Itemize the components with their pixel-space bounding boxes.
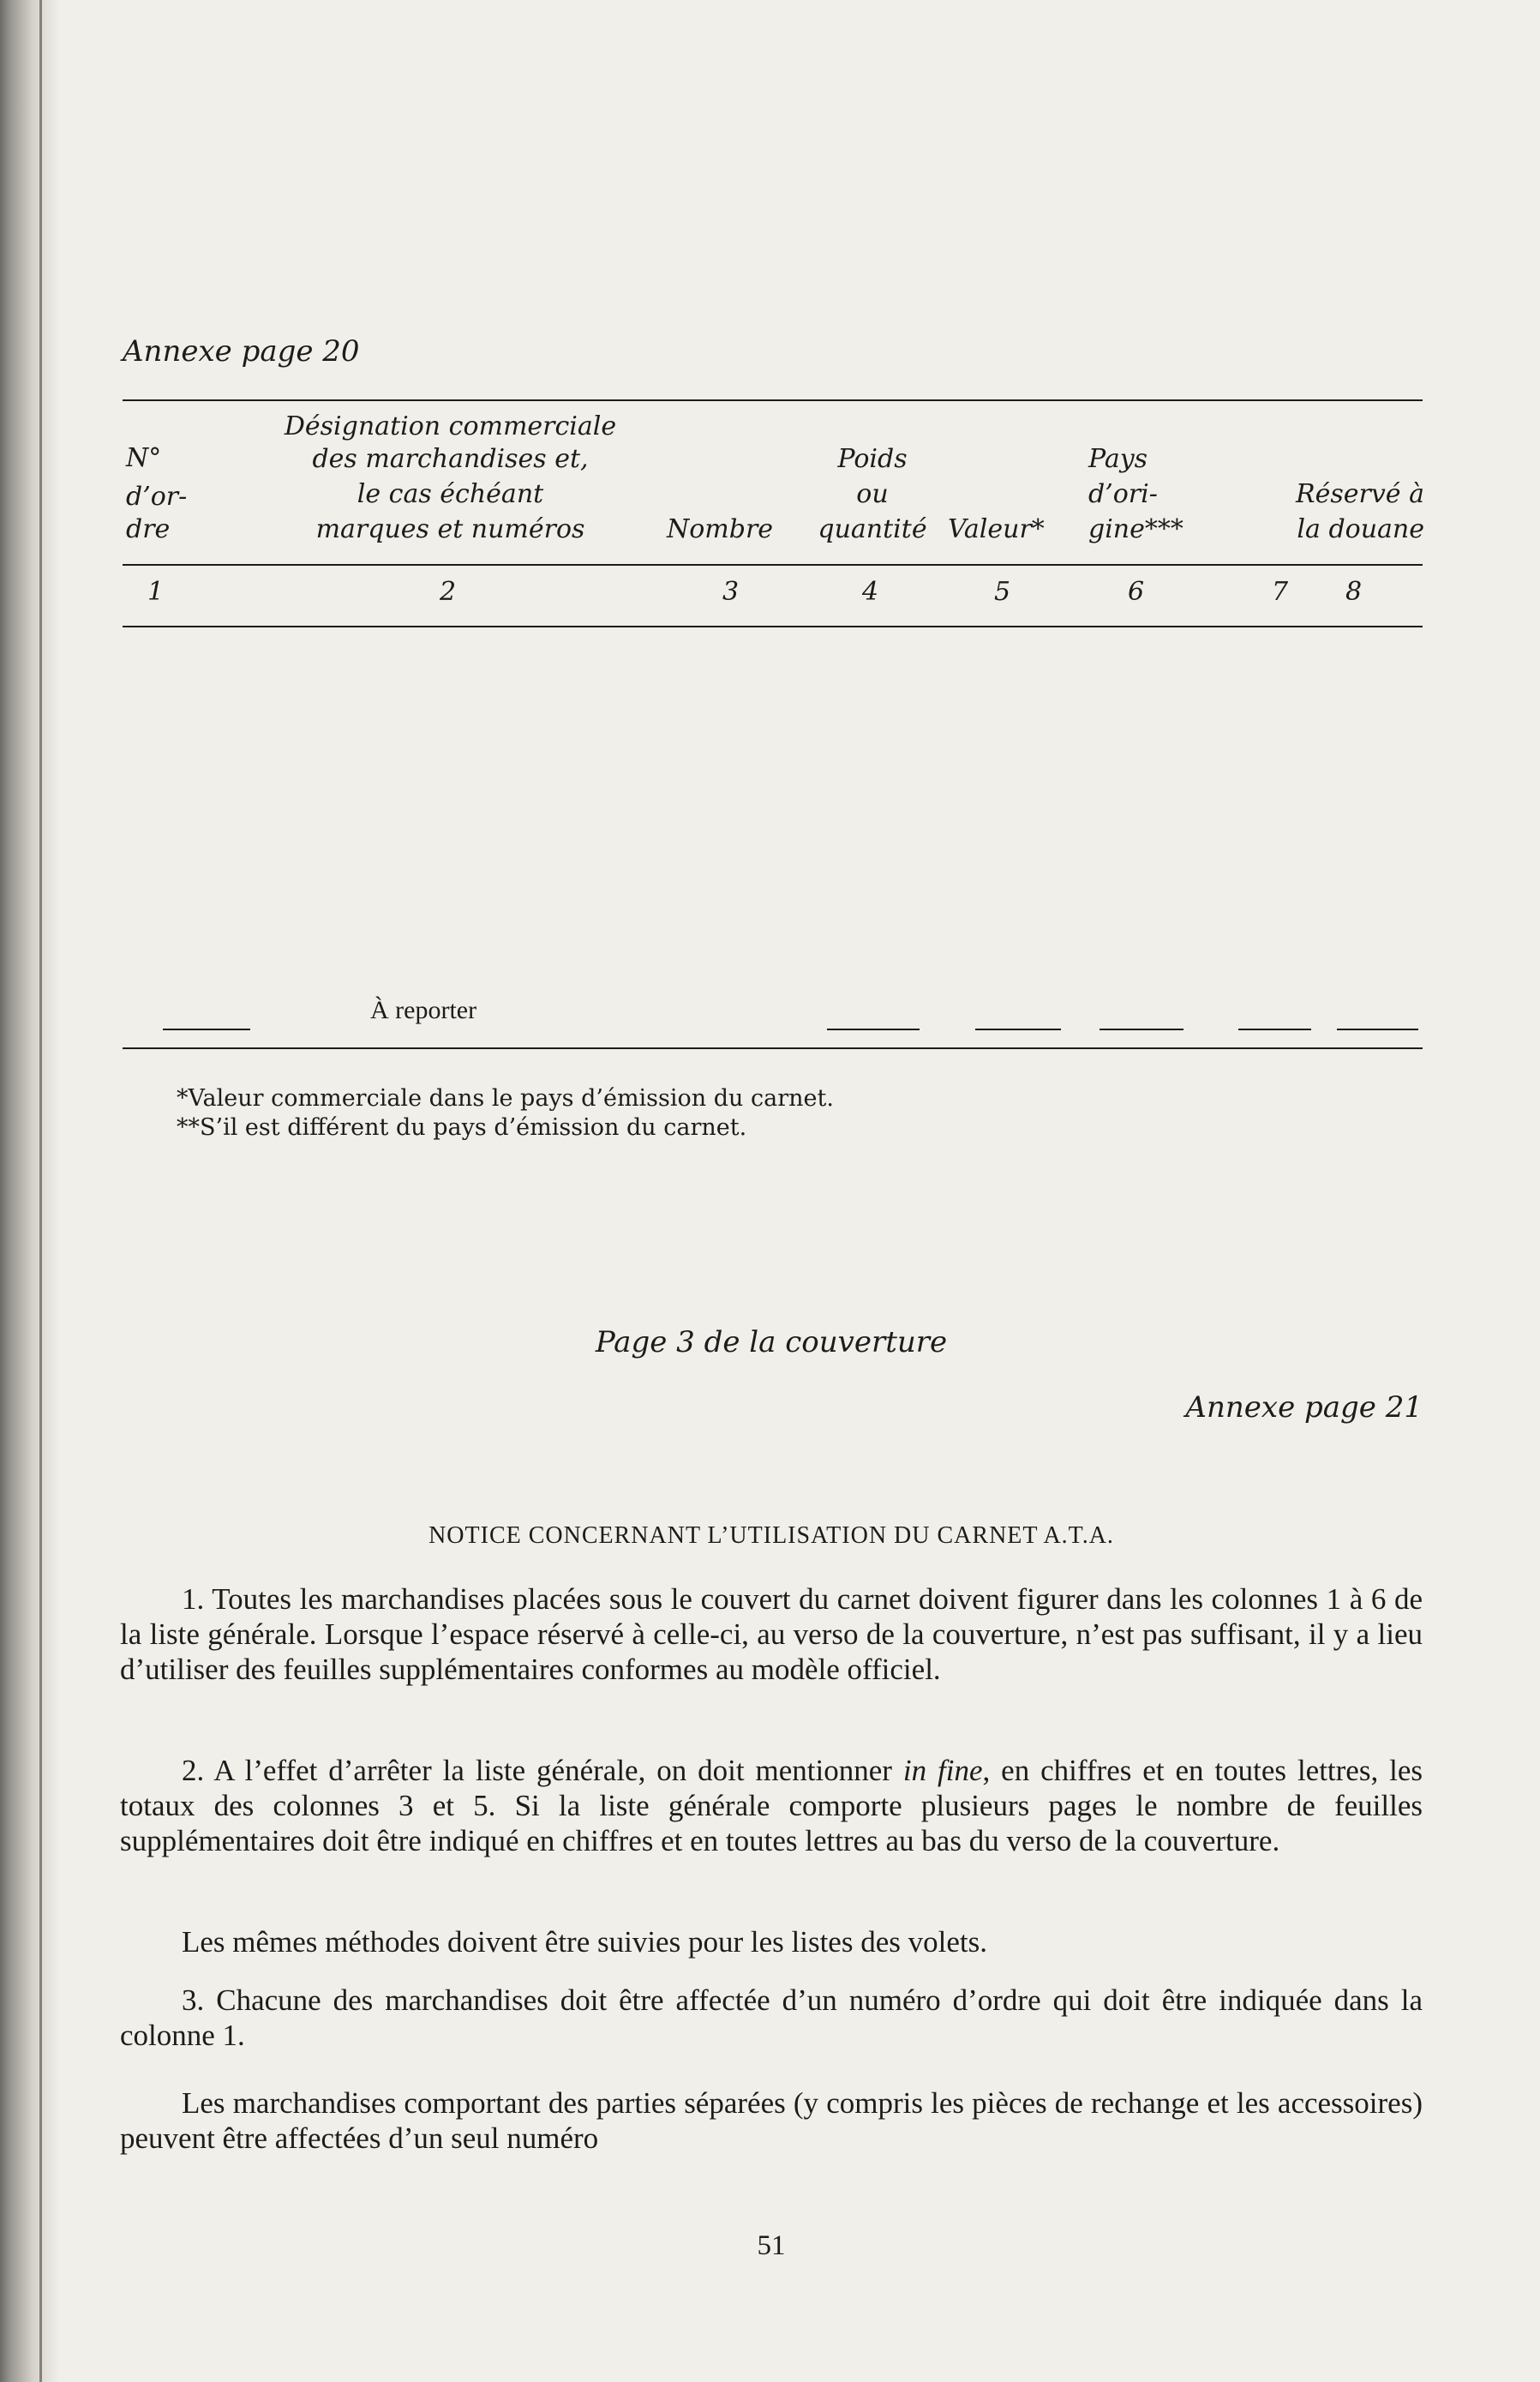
column-number-1: 1 bbox=[147, 577, 165, 607]
carry-blank-col6 bbox=[1100, 1029, 1183, 1030]
column-number-3: 3 bbox=[722, 577, 740, 607]
column-number-6: 6 bbox=[1128, 577, 1145, 607]
header-col6-line3: gine*** bbox=[1088, 514, 1183, 544]
header-col6-line2: d’ori- bbox=[1088, 479, 1158, 509]
paragraph-4 bbox=[120, 1983, 1423, 2053]
carry-forward-label: À reporter bbox=[370, 996, 477, 1024]
footnote-1: *Valeur commerciale dans le pays d’émission du carnet. bbox=[177, 1085, 834, 1112]
paragraph-4-text: 3. Chacune des marchandises doit être affectée d’un numéro d’ordre qui doit être indiquée dans la colonne 1. bbox=[120, 1983, 1423, 2052]
carry-blank-col1 bbox=[163, 1029, 250, 1030]
footnote-2: **S’il est différent du pays d’émission du carnet. bbox=[177, 1114, 747, 1141]
column-number-5: 5 bbox=[994, 577, 1011, 607]
header-col4-line2: ou bbox=[856, 479, 889, 509]
paragraph-2-italic: in fine bbox=[902, 1754, 983, 1787]
table-bottom-rule bbox=[123, 1047, 1423, 1049]
header-col6-line1: Pays bbox=[1088, 444, 1148, 474]
carry-blank-col4 bbox=[827, 1029, 920, 1030]
column-number-7: 7 bbox=[1272, 577, 1289, 607]
header-col78-line2: la douane bbox=[1297, 514, 1424, 544]
header-col3: Nombre bbox=[667, 514, 774, 544]
column-number-8: 8 bbox=[1345, 577, 1363, 607]
carry-blank-col7 bbox=[1238, 1029, 1311, 1030]
header-col4-line3: quantité bbox=[818, 514, 927, 544]
second-annex-label: Annexe page 21 bbox=[1185, 1390, 1423, 1425]
paragraph-2-start: 2. A l’effet d’arrêter la liste générale, on doit mentionner bbox=[182, 1754, 903, 1787]
paragraph-1 bbox=[120, 1581, 1423, 1687]
column-numbers-rule bbox=[123, 626, 1423, 627]
binding-shadow bbox=[0, 0, 60, 2382]
column-number-2: 2 bbox=[440, 577, 457, 607]
paragraph-2-text bbox=[120, 1753, 1423, 1858]
cover-page-title: Page 3 de la couverture bbox=[595, 1325, 948, 1359]
header-col2-line4: marques et numéros bbox=[315, 514, 585, 544]
binding-edge bbox=[39, 0, 42, 2382]
table-top-rule bbox=[123, 399, 1423, 401]
header-col1-line2: d’or- bbox=[126, 482, 188, 512]
header-col2-line3: le cas échéant bbox=[357, 479, 544, 509]
header-col1-line3: dre bbox=[126, 514, 171, 544]
paragraph-2 bbox=[120, 1753, 1423, 1858]
carry-blank-col5 bbox=[975, 1029, 1061, 1030]
paragraph-3-text: Les mêmes méthodes doivent être suivies pour les listes des volets. bbox=[182, 1925, 987, 1959]
paragraph-2-end: , en chiffres et en toutes lettres, les totaux des colonnes 3 et 5. Si la liste générale comporte plusieurs pages le nombre de feuilles supplémentaires doit être indiqué en chiffres et en toutes lettres au bas du verso de la couverture. bbox=[120, 1754, 1423, 1857]
paragraph-5 bbox=[120, 2085, 1423, 2156]
paragraph-5-text: Les marchandises comportant des parties séparées (y compris les pièces de rechange et les accessoires) peuvent être affectées d’un seul numéro bbox=[120, 2086, 1423, 2155]
header-col5: Valeur* bbox=[948, 514, 1045, 544]
header-col4-line1: Poids bbox=[837, 444, 908, 474]
column-number-4: 4 bbox=[862, 577, 879, 607]
top-annex-label: Annexe page 20 bbox=[123, 334, 360, 369]
paragraph-3 bbox=[120, 1924, 1423, 1959]
header-bottom-rule bbox=[123, 564, 1423, 566]
header-col1-line1: N° bbox=[126, 443, 162, 473]
header-col78-line1: Réservé à bbox=[1296, 479, 1424, 509]
header-col2-line2: des marchandises et, bbox=[312, 444, 589, 474]
carry-blank-col8 bbox=[1337, 1029, 1418, 1030]
page-number: 51 bbox=[757, 2230, 786, 2261]
header-col2-line1: Désignation commerciale bbox=[284, 411, 617, 441]
notice-title: NOTICE CONCERNANT L’UTILISATION DU CARNET A.T.A. bbox=[428, 1522, 1114, 1549]
paragraph-1-text: 1. Toutes les marchandises placées sous le couvert du carnet doivent figurer dans les colonnes 1 à 6 de la liste générale. Lorsque l’espace réservé à celle-ci, au verso de la couverture, n’est pas suffisant, il y a lieu d’utiliser des feuilles supplémentaires conformes au modèle officiel. bbox=[120, 1582, 1423, 1686]
